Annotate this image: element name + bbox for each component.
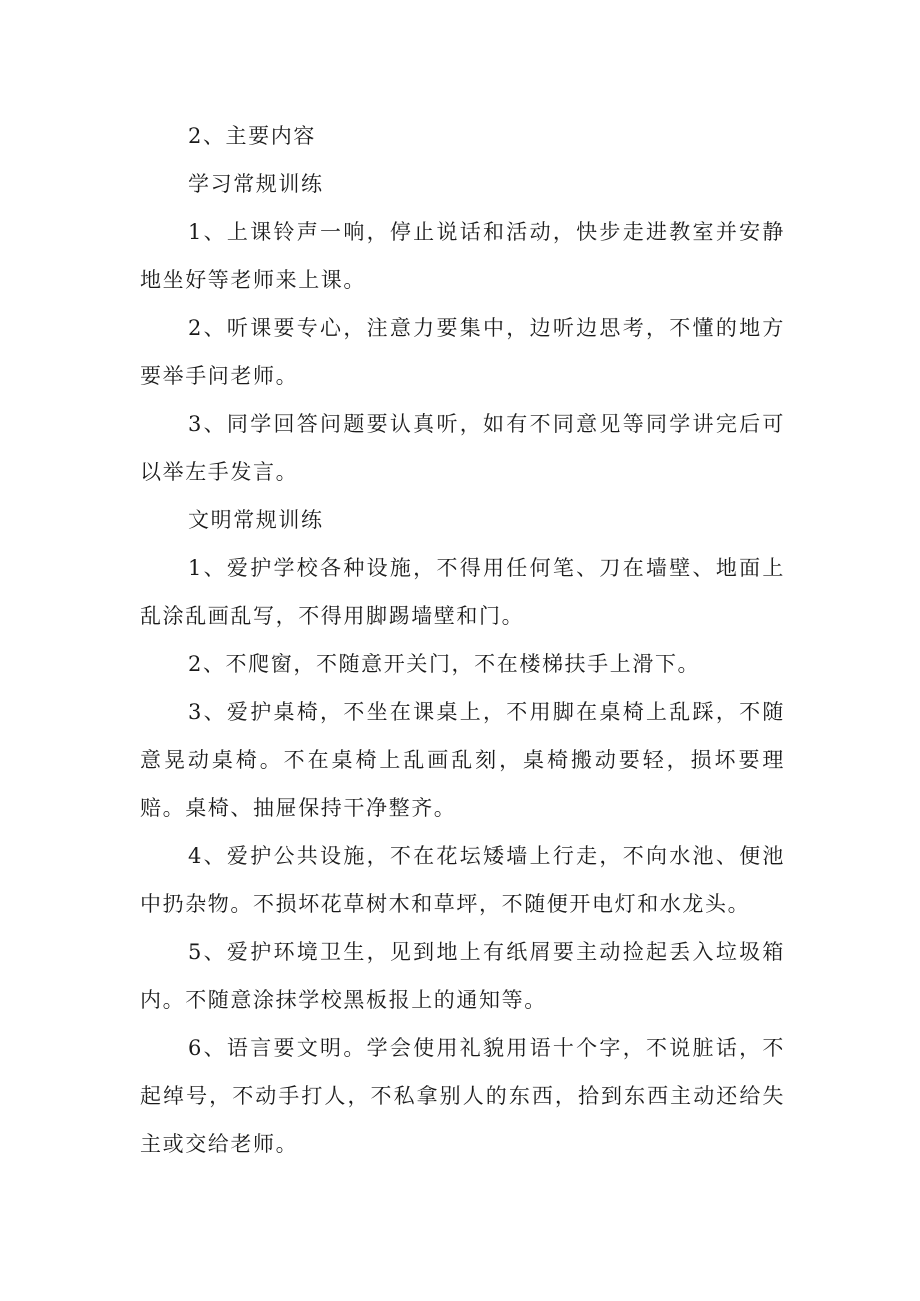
- civility-rule-4: 4、爱护公共设施，不在花坛矮墙上行走，不向水池、便池中扔杂物。不损坏花草树木和草坪，不随便开电灯和水龙头。: [140, 844, 785, 916]
- study-rule-2: 2、听课要专心，注意力要集中，边听边思考，不懂的地方要举手问老师。: [140, 316, 785, 388]
- civility-rule-3: 3、爱护桌椅，不坐在课桌上，不用脚在桌椅上乱踩，不随意晃动桌椅。不在桌椅上乱画乱刻，桌椅搬动要轻，损坏要理赔。桌椅、抽屉保持干净整齐。: [140, 700, 785, 820]
- civility-rule-2: 2、不爬窗，不随意开关门，不在楼梯扶手上滑下。: [188, 652, 701, 676]
- subsection-heading-study-routine: 学习常规训练: [188, 172, 324, 196]
- civility-rule-6: 6、语言要文明。学会使用礼貌用语十个字，不说脏话，不起绰号，不动手打人，不私拿别人的东西，拾到东西主动还给失主或交给老师。: [140, 1036, 785, 1156]
- civility-rule-1: 1、爱护学校各种设施，不得用任何笔、刀在墙壁、地面上乱涂乱画乱写，不得用脚踢墙壁和门。: [140, 556, 785, 628]
- study-rule-1: 1、上课铃声一响，停止说话和活动，快步走进教室并安静地坐好等老师来上课。: [140, 220, 785, 292]
- document-body: [140, 112, 785, 1168]
- civility-rule-5: 5、爱护环境卫生，见到地上有纸屑要主动捡起丢入垃圾箱内。不随意涂抹学校黑板报上的通知等。: [140, 940, 785, 1012]
- section-heading-main-content: 2、主要内容: [188, 124, 316, 148]
- subsection-heading-civility-routine: 文明常规训练: [188, 508, 324, 532]
- study-rule-3: 3、同学回答问题要认真听，如有不同意见等同学讲完后可以举左手发言。: [140, 412, 785, 484]
